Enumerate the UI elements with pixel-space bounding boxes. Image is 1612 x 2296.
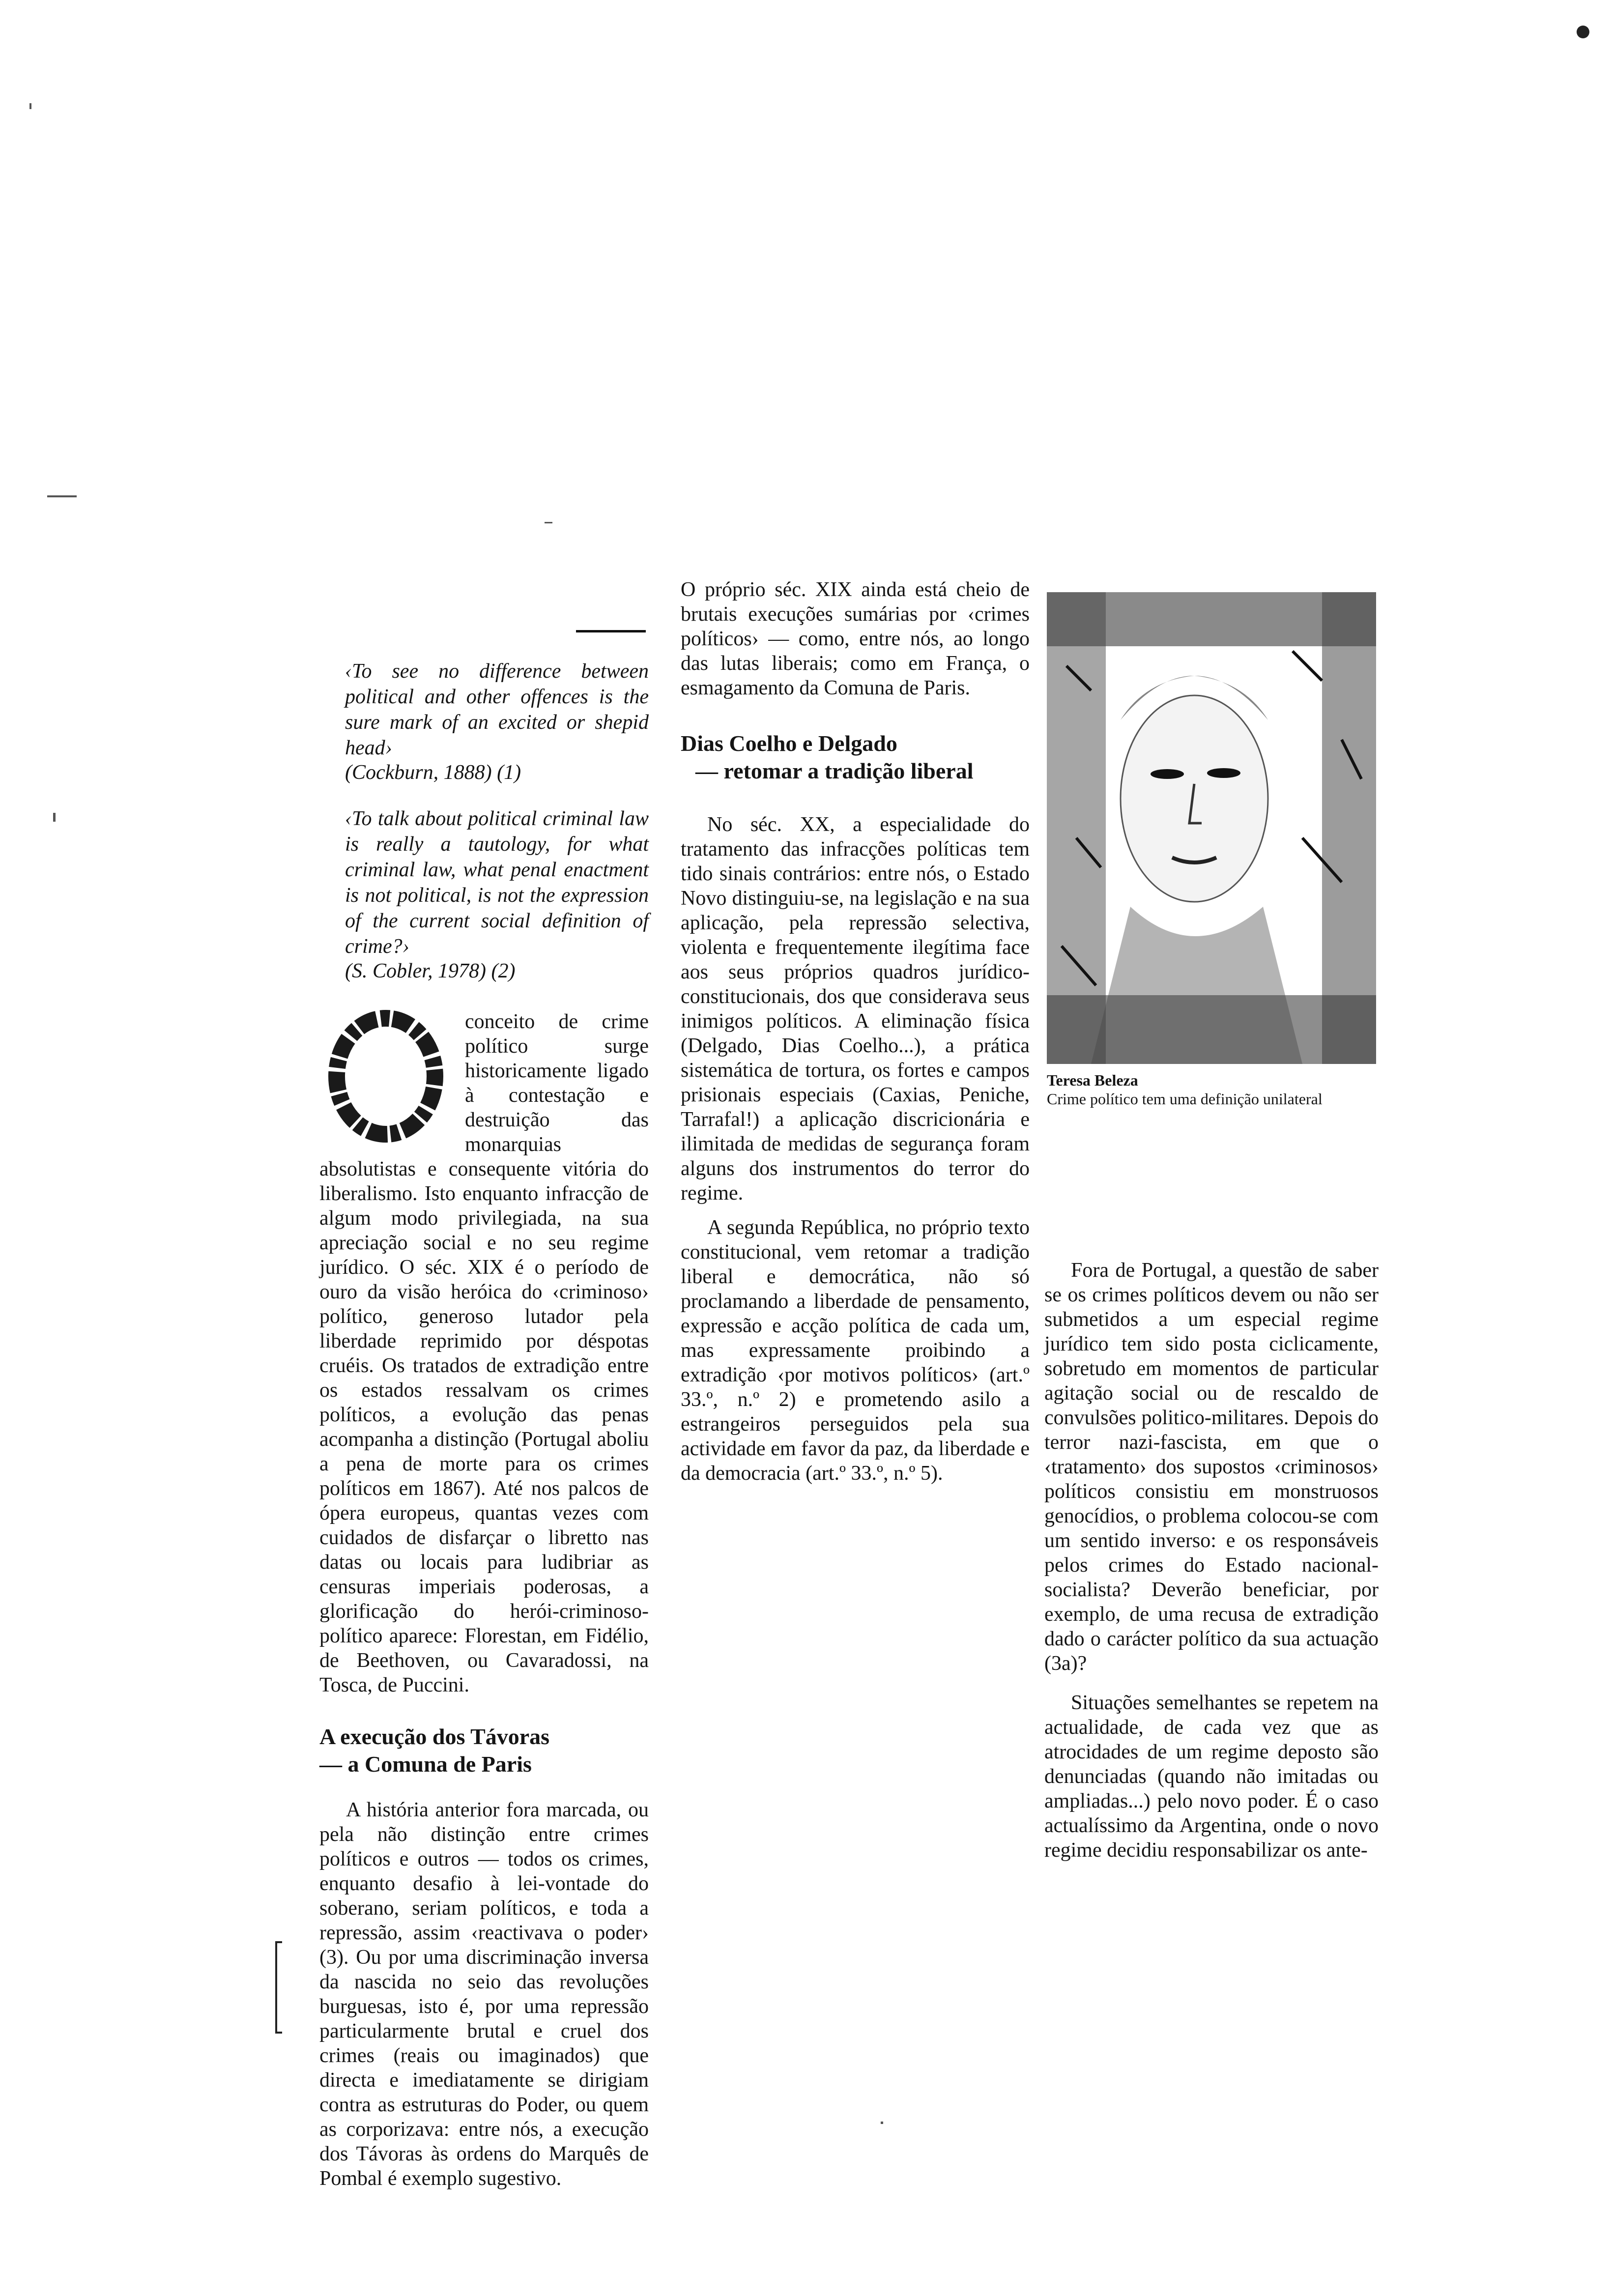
epigraph-1 bbox=[319, 659, 649, 784]
epigraph-citation: (S. Cobler, 1978) (2) bbox=[345, 960, 516, 982]
section-heading-dias-coelho bbox=[681, 730, 1030, 785]
section2-paragraph-1: No séc. XX, a especialidade do tratamento das infracções políticas tem tido sinais contrários: entre nós, o Estado Novo distinguiu-se, na legislação e na sua aplicação, pela repressão selectiva, violenta e frequentemente ilegítima face aos seus próprios quadros jurídico-constitucionais, dos que considerava seus inimigos políticos. A eliminação física (Delgado, Dias Coelho...), a prática sistemática de tortura, os fortes e campos prisionais especiais (Caxias, Peniche, Tarrafal!) a aplicação discricionária e ilimitada de medidas de segurança foram alguns dos instrumentos do terror do regime. bbox=[681, 813, 1030, 1205]
left-column bbox=[319, 659, 649, 2190]
right-column-text bbox=[1044, 1258, 1379, 1863]
photo-caption bbox=[1047, 1071, 1376, 1108]
heading-line: A execução dos Távoras bbox=[319, 1724, 550, 1749]
heading-line: — a Comuna de Paris bbox=[319, 1751, 532, 1777]
epigraph-2 bbox=[319, 806, 649, 983]
scan-dot bbox=[1577, 26, 1589, 38]
heading-line: — retomar a tradição liberal bbox=[695, 758, 974, 783]
epigraph-citation: (Cockburn, 1888) (1) bbox=[345, 761, 521, 784]
scan-mark bbox=[53, 813, 56, 822]
section-heading-tavoras bbox=[319, 1723, 649, 1778]
middle-column bbox=[681, 577, 1030, 1486]
section2-paragraph-2: A segunda República, no próprio texto constitucional, vem retomar a tradição liberal e democrática, não só proclamando a liberdade de pensamento, expressão e acção política de cada um, mas expressamente proibindo a extradição ‹por motivos políticos› (art.º 33.º, n.º 2) e prometendo asilo a estrangeiros perseguidos pela sua actividade em favor da paz, da liberdade e da democracia (art.º 33.º, n.º 5). bbox=[681, 1216, 1030, 1485]
epigraph-quote: ‹To talk about political criminal law is really a tautology, for what criminal law, what penal enactment is not political, is not the expression of the current social definition of crime?› bbox=[345, 807, 649, 958]
photo-figure bbox=[1047, 592, 1376, 1108]
scan-mark bbox=[29, 103, 31, 109]
intro-paragraph-block bbox=[319, 1009, 649, 1697]
section2-paragraph-3: Fora de Portugal, a questão de saber se os crimes políticos devem ou não ser submetidos a um especial regime jurídico tem sido posta ciclicamente, sobretudo em momentos de particular agitação social ou de rescaldo de convulsões politico-militares. Depois do terror nazi-fascista, em que o ‹tratamento› dos supostos ‹criminosos› políticos consistiu em monstruosos genocídios, o problema colocou-se com um sentido inverso: e os responsáveis pelos crimes do Estado nacional-socialista? Deverão beneficiar, por exemplo, de uma recusa de extradição dado o carácter político da sua actuação (3a)? bbox=[1044, 1259, 1379, 1675]
scan-mark bbox=[47, 495, 77, 497]
epigraph-quote: ‹To see no difference between political and other offences is the sure mark of an excited or shepid head› bbox=[345, 660, 649, 759]
drop-cap bbox=[315, 1009, 457, 1143]
heading-line: Dias Coelho e Delgado bbox=[681, 731, 897, 756]
scan-mark bbox=[545, 522, 552, 523]
intro-paragraph: conceito de crime político surge historicamente ligado à contestação e destruição das monarquias absolutistas e consequente vitória do liberalismo. Isto enquanto infracção de algum modo privilegiada, na sua apreciação social e no seu regime jurídico. O séc. XIX é o período de ouro da visão heróica do ‹criminoso› político, generoso lutador pela liberdade reprimido por déspotas cruéis. Os tratados de extradição entre os estados ressalvam os crimes políticos, a evolução das penas acompanha a distinção (Portugal aboliu a pena de morte para os crimes políticos em 1867). Até nos palcos de ópera europeus, quantas vezes com cuidados de disfarçar o libretto nas datas ou locais para ludibriar as censuras imperiais poderosas, a glorificação do herói-criminoso-político aparece: Florestan, em Fidélio, de Beethoven, ou Cavaradossi, na Tosca, de Puccini. bbox=[319, 1010, 649, 1696]
photo-credit: Teresa Beleza bbox=[1047, 1071, 1138, 1089]
portrait-photo bbox=[1047, 592, 1376, 1064]
epigraph-rule bbox=[576, 630, 646, 632]
scan-mark bbox=[881, 2122, 883, 2124]
drop-cap-letter bbox=[315, 1009, 457, 1143]
section1-paragraph-2: O próprio séc. XIX ainda está cheio de brutais execuções sumárias por ‹crimes políticos› — como, entre nós, ao longo das lutas liberais; como em França, o esmagamento da Comuna de Paris. bbox=[681, 578, 1030, 699]
section1-paragraph-1: A história anterior fora marcada, ou pela não distinção entre crimes políticos e outros — todos os crimes, enquanto desafio à lei-vontade do soberano, seriam políticos, e toda a repressão, assim ‹reactivava o poder› (3). Ou por uma discriminação inversa da nascida no seio das revoluções burguesas, isto é, por uma repressão particularmente brutal e cruel dos crimes (reais ou imaginados) que directa e imediatamente se dirigiam contra as estruturas do Poder, ou quem as corporizava: entre nós, a execução dos Távoras às ordens do Marquês de Pombal é exemplo sugestivo. bbox=[319, 1799, 649, 2190]
section2-paragraph-4: Situações semelhantes se repetem na actualidade, de cada vez que as atrocidades de um regime deposto são denunciadas (quando não imitadas ou ampliadas...) pelo novo poder. É o caso actualíssimo da Argentina, onde o novo regime decidiu responsabilizar os ante- bbox=[1044, 1692, 1379, 1862]
photo-caption-text: Crime político tem uma definição unilateral bbox=[1047, 1090, 1323, 1108]
margin-bracket bbox=[275, 1941, 282, 2034]
